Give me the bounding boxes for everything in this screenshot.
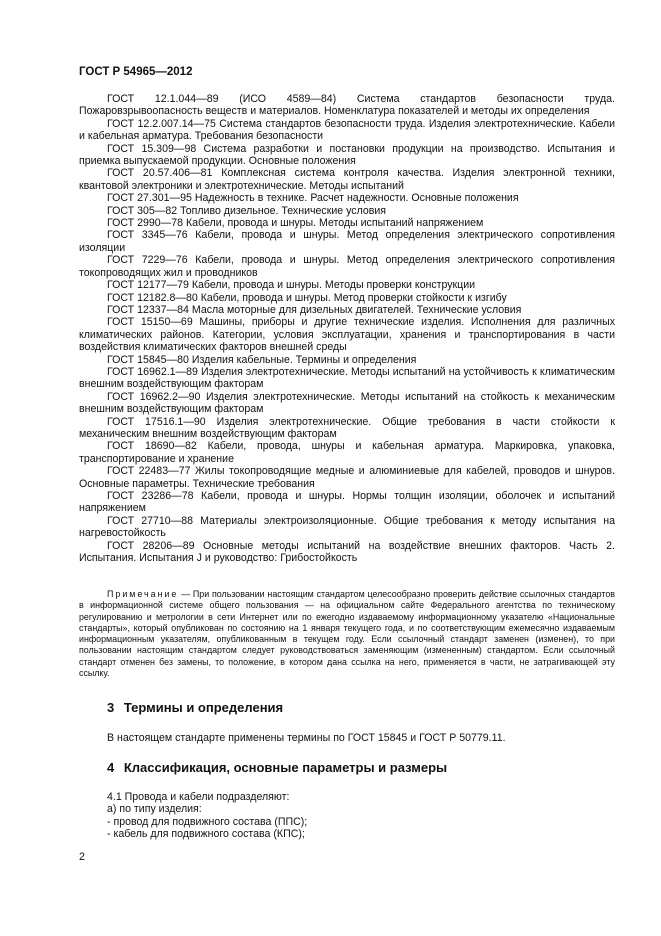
reference-item: ГОСТ 22483—77 Жилы токопроводящие медные и алюминиевые для кабелей, проводов и шнуров. Основные параметры. Технические требования: [79, 465, 615, 490]
reference-item: ГОСТ 18690—82 Кабели, провода, шнуры и кабельная арматура. Маркировка, упаковка, транспортирование и хранение: [79, 440, 615, 465]
section-title: Классификация, основные параметры и размеры: [123, 760, 448, 775]
reference-item: ГОСТ 12177—79 Кабели, провода и шнуры. Методы проверки конструкции: [107, 279, 476, 292]
section-title: Термины и определения: [123, 700, 284, 715]
reference-item: ГОСТ 16962.2—90 Изделия электротехнические. Методы испытаний на стойкость к механическим внешним воздействующим факторам: [79, 390, 615, 416]
reference-item: ГОСТ 3345—76 Кабели, провода и шнуры. Метод определения электрического сопротивления изоляции: [79, 229, 615, 254]
reference-item: ГОСТ 27.301—95 Надежность в технике. Расчет надежности. Основные положения: [107, 192, 519, 205]
section-4-heading: [107, 760, 447, 775]
reference-item: ГОСТ 17516.1—90 Изделия электротехнические. Общие требования в части стойкости к механическим внешним воздействующим факторам: [79, 415, 615, 440]
list-item: 4.1 Провода и кабели подразделяют:: [107, 791, 290, 803]
reference-item: ГОСТ 15.309—98 Система разработки и постановки продукции на производство. Испытания и приемка выпускаемой продукции. Основные положения: [79, 142, 615, 168]
reference-item: ГОСТ 27710—88 Материалы электроизоляционные. Общие требования к методу испытания на нагревостойкость: [79, 514, 615, 540]
reference-item: ГОСТ 15150—69 Машины, приборы и другие технические изделия. Исполнения для различных климатических районов. Категории, условия эксплуатации, хранения и транспортирования в части воздействия климатических факторов внешней среды: [79, 316, 615, 354]
reference-item: ГОСТ 28206—89 Основные методы испытаний на воздействие внешних факторов. Часть 2. Испытания. Испытания J и руководство: Грибостойкость: [79, 539, 615, 565]
list-item: - провод для подвижного состава (ППС);: [107, 815, 308, 828]
reference-item: ГОСТ 23286—78 Кабели, провода и шнуры. Нормы толщин изоляции, оболочек и испытаний напряжением: [79, 490, 615, 515]
reference-item: ГОСТ 2990—78 Кабели, провода и шнуры. Методы испытаний напряжением: [107, 217, 484, 230]
terms-paragraph: В настоящем стандарте применены термины по ГОСТ 15845 и ГОСТ Р 50779.11.: [107, 732, 506, 744]
reference-item: ГОСТ 12182.8—80 Кабели, провода и шнуры. Метод проверки стойкости к изгибу: [107, 291, 507, 304]
reference-item: ГОСТ 7229—76 Кабели, провода и шнуры. Метод определения электрического сопротивления токопроводящих жил и проводников: [79, 254, 615, 279]
section-3-heading: [107, 700, 283, 715]
normative-references: [79, 93, 615, 564]
list-item: - кабель для подвижного состава (КПС);: [107, 828, 305, 841]
note-paragraph: [79, 589, 615, 679]
section-number: 3: [107, 700, 115, 715]
classification-list: [107, 791, 615, 841]
reference-item: ГОСТ 12337—84 Масла моторные для дизельных двигателей. Технические условия: [107, 303, 522, 316]
reference-item: ГОСТ 16962.1—89 Изделия электротехнические. Методы испытаний на устойчивость к климатическим внешним воздействующим факторам: [79, 365, 615, 391]
page-number: 2: [79, 851, 85, 863]
list-item: а) по типу изделия:: [107, 803, 202, 816]
document-header: ГОСТ Р 54965—2012: [79, 66, 193, 78]
section-number: 4: [107, 760, 115, 775]
reference-item: ГОСТ 305—82 Топливо дизельное. Технические условия: [107, 204, 387, 217]
reference-item: ГОСТ 12.1.044—89 (ИСО 4589—84) Система стандартов безопасности труда. Пожаровзрывоопасность веществ и материалов. Номенклатура показателей и методы их определения: [79, 93, 615, 118]
reference-item: ГОСТ 12.2.007.14—75 Система стандартов безопасности труда. Изделия электротехнические. Кабели и кабельная арматура. Требования безопасности: [79, 117, 615, 143]
note-label: Примечание: [107, 589, 179, 599]
reference-item: ГОСТ 15845—80 Изделия кабельные. Термины и определения: [107, 353, 417, 366]
note-text: — При пользовании настоящим стандартом целесообразно проверить действие ссылочных стандартов в информационной системе общего пользования — на официальном сайте Федерального агентства по техническому регулированию и метрологии в сети Интернет или по ежегодно издаваемому информационному указателю «Национальные стандарты», который опубликован по состоянию на 1 января текущего года, и по соответствующим ежемесячно издаваемым информационным указателям, опубликованным в текущем году. Если ссылочный стандарт заменен (изменен), то при пользовании настоящим стандартом следует руководствоваться заменяющим (измененным) стандартом. Если ссылочный стандарт отменен без замены, то положение, в котором дана ссылка на него, применяется в части, не затрагивающей эту ссылку.: [79, 589, 616, 679]
reference-item: ГОСТ 20.57.406—81 Комплексная система контроля качества. Изделия электронной техники, квантовой электроники и электротехнические. Методы испытаний: [79, 167, 615, 192]
